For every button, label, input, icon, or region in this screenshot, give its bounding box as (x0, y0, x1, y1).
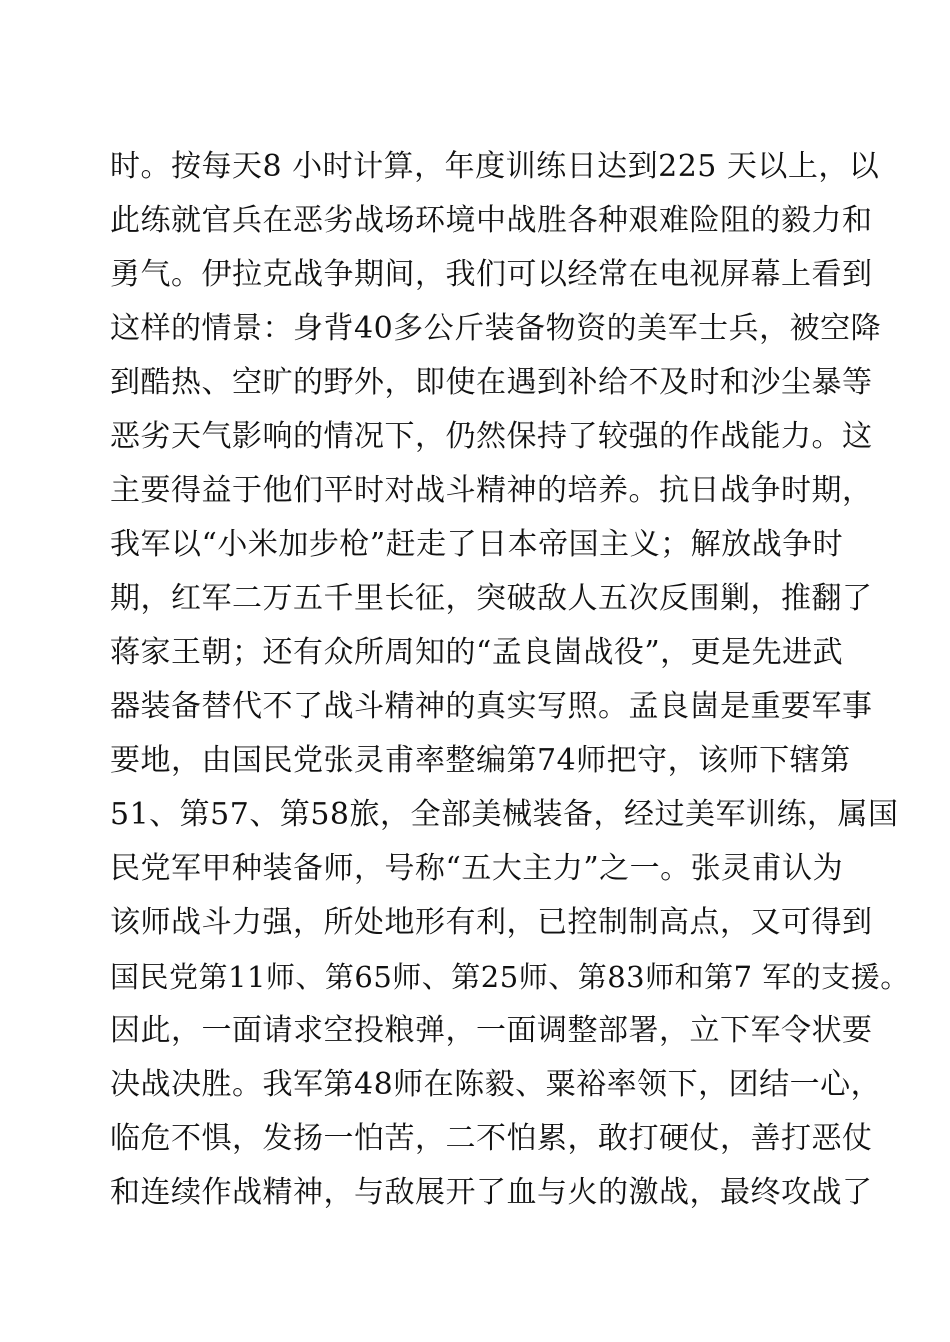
body-text (110, 140, 910, 1220)
text-line: 勇气。伊拉克战争期间，我们可以经常在电视屏幕上看到 (110, 257, 873, 292)
text-line: 要地，由国民党张灵甫率整编第74师把守，该师下辖第 (110, 743, 851, 778)
text-line: 期，红军二万五千里长征，突破敌人五次反围剿，推翻了 (110, 581, 873, 616)
text-line: 民党军甲种装备师，号称“五大主力”之一。张灵甫认为 (110, 851, 844, 886)
text-line: 该师战斗力强，所处地形有利，已控制制高点，又可得到 (110, 905, 873, 940)
text-line: 51、第57、第58旅，全部美械装备，经过美军训练，属国 (110, 797, 899, 832)
text-line: 此练就官兵在恶劣战场环境中战胜各种艰难险阻的毅力和 (110, 203, 873, 238)
text-line: 临危不惧，发扬一怕苦，二不怕累，敢打硬仗，善打恶仗 (110, 1121, 873, 1156)
text-line: 器装备替代不了战斗精神的真实写照。孟良崮是重要军事 (110, 689, 873, 724)
text-line: 因此，一面请求空投粮弹，一面调整部署，立下军令状要 (110, 1013, 873, 1048)
text-line: 到酷热、空旷的野外，即使在遇到补给不及时和沙尘暴等 (110, 365, 873, 400)
text-line: 我军以“小米加步枪”赶走了日本帝国主义；解放战争时 (110, 527, 844, 562)
text-line: 和连续作战精神，与敌展开了血与火的激战，最终攻战了 (110, 1175, 873, 1210)
text-line: 主要得益于他们平时对战斗精神的培养。抗日战争时期， (110, 473, 873, 508)
text-line: 时。按每天8 小时计算，年度训练日达到225 天以上，以 (110, 149, 880, 184)
text-line: 蒋家王朝；还有众所周知的“孟良崮战役”，更是先进武 (110, 635, 844, 670)
text-line: 这样的情景：身背40多公斤装备物资的美军士兵，被空降 (110, 311, 882, 346)
text-line: 决战决胜。我军第48师在陈毅、粟裕率领下，团结一心， (110, 1067, 882, 1102)
text-line: 恶劣天气影响的情况下，仍然保持了较强的作战能力。这 (110, 419, 873, 454)
text-line: 国民党第11师、第65师、第25师、第83师和第7 军的支援。 (110, 960, 910, 994)
